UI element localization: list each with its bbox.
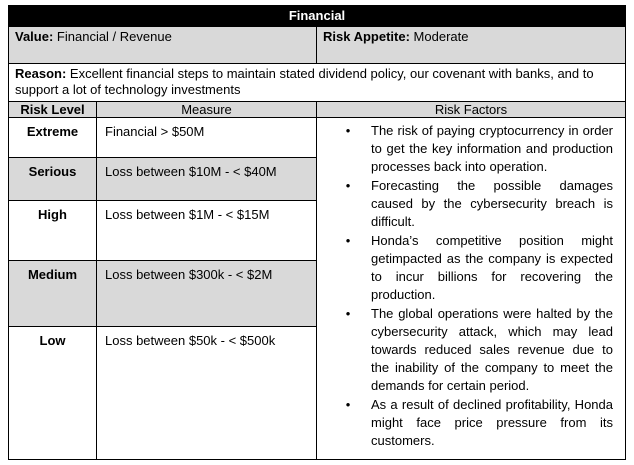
value-label: Value: (15, 29, 54, 44)
header-row (9, 101, 625, 118)
risk-factors-list (343, 122, 613, 450)
risk-factor-text: The risk of paying cryptocurrency in order to get the key information and production processes back into operation. (371, 123, 613, 174)
risk-factor-text: As a result of declined profitability, Honda might face price pressure from its customers. (371, 397, 613, 448)
measure-medium: Loss between $300k - < $2M (97, 261, 317, 327)
bullet: • (345, 397, 351, 412)
risk-factor-text: The global operations were halted by the cybersecurity attack, which may lead towards reduced sales revenue due to the inability of the company to meet the demands for certain period. (371, 306, 613, 393)
risk-level-low: Low (9, 327, 97, 459)
risk-factor-item (343, 122, 613, 176)
measure-high: Loss between $1M - < $15M (97, 201, 317, 261)
header-measure: Measure (97, 102, 317, 117)
reason-label: Reason: (15, 66, 67, 81)
measure-serious: Loss between $10M - < $40M (97, 158, 317, 201)
measure-extreme: Financial > $50M (97, 118, 317, 158)
reason-text: Excellent financial steps to maintain stated dividend policy, our covenant with banks, and to support a lot of technology investments (15, 66, 594, 97)
value-text: Financial / Revenue (56, 29, 172, 44)
risk-appetite-label: Risk Appetite: (323, 29, 410, 44)
bullet: • (345, 233, 351, 248)
bullet: • (345, 123, 351, 138)
measure-low: Loss between $50k - < $500k (97, 327, 317, 459)
risk-level-high: High (9, 201, 97, 261)
risk-appetite-text: Moderate (413, 29, 469, 44)
bullet: • (345, 306, 351, 321)
risk-level-medium: Medium (9, 261, 97, 327)
risk-factor-item (343, 232, 613, 304)
reason-row (9, 63, 625, 101)
risk-level-extreme: Extreme (9, 118, 97, 158)
value-cell (9, 27, 317, 63)
risk-factor-text: Forecasting the possible damages caused by the cybersecurity breach is difficult. (371, 178, 613, 229)
risk-level-serious: Serious (9, 158, 97, 201)
value-row (9, 26, 625, 63)
risk-table (8, 5, 626, 460)
header-risk-level: Risk Level (9, 102, 97, 117)
bullet: • (345, 178, 351, 193)
risk-appetite-cell (317, 27, 625, 63)
risk-factor-item (343, 305, 613, 395)
risk-factors-cell (317, 118, 625, 459)
table-title: Financial (9, 6, 625, 26)
header-risk-factors: Risk Factors (434, 102, 508, 117)
risk-factor-item (343, 396, 613, 450)
risk-factor-text: Honda’s competitive position might getimpacted as the company is expected to incur billions for recovering the production. (371, 233, 613, 302)
risk-factor-item (343, 177, 613, 231)
